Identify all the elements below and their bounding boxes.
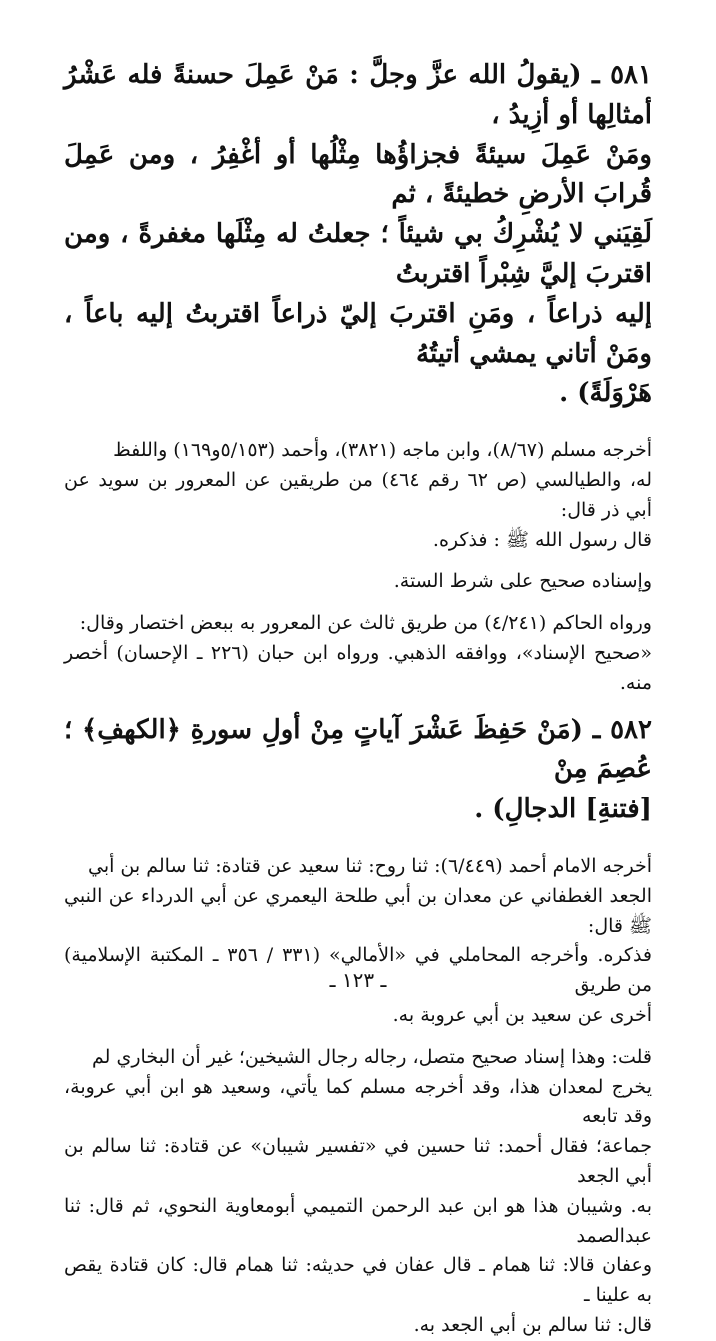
hadith-582 [64, 711, 652, 830]
hadith-line: ٥٨١ ـ (يقولُ الله عزَّ وجلَّ : مَنْ عَمِلَ حسنةً فله عَشْرُ أمثالِها أو أزِيدُ ، [64, 60, 652, 130]
paragraph-line: به. وشيبان هذا هو ابن عبد الرحمن التميمي أبومعاوية النحوي، ثم قال: ثنا عبدالصمد [64, 1194, 652, 1247]
takhrij-582 [64, 852, 652, 1031]
isnad-note-581 [64, 567, 652, 597]
comment-582 [64, 1043, 652, 1341]
takhrij-581 [64, 436, 652, 555]
paragraph-line: جماعة؛ فقال أحمد: ثنا حسين في «تفسير شيبان» عن قتادة: ثنا سالم بن أبي الجعد [64, 1135, 652, 1187]
paragraph-line: ورواه الحاكم (٤/٢٤١) من طريق ثالث عن المعرور به ببعض اختصار وقال: [79, 612, 652, 635]
paragraph-line: قلت: وهذا إسناد صحيح متصل، رجاله رجال الشيخين؛ غير أن البخاري لم [92, 1045, 652, 1068]
paragraph-line: وإسناده صحيح على شرط الستة. [393, 570, 652, 593]
paragraph-line: يخرج لمعدان هذا، وقد أخرجه مسلم كما يأتي، وسعيد هو ابن أبي عروبة، وقد تابعه [64, 1075, 652, 1128]
hadith-line: هَرْوَلَةً) . [559, 378, 652, 409]
hadith-581 [64, 56, 652, 414]
paragraph-line: الجعد الغطفاني عن معدان بن أبي طلحة اليعمري عن أبي الدرداء عن النبي ﷺ قال: [64, 884, 652, 937]
paragraph-line: قال رسول الله ﷺ : فذكره. [432, 528, 652, 551]
paragraph-line: قال: ثنا سالم بن أبي الجعد به. [413, 1313, 652, 1336]
hadith-line: ومَنْ عَمِلَ سيئةً فجزاؤُها مِثْلُها أو أغْفِرُ ، ومن عَمِلَ قُرابَ الأرضِ خطيئةً ، ثم [64, 139, 652, 210]
hadith-line: [فتنةِ] الدجالِ) . [474, 794, 652, 825]
paragraph-line: «صحيح الإسناد»، ووافقه الذهبي. ورواه ابن حبان (٢٢٦ ـ الإحسان) أخصر منه. [64, 641, 652, 694]
hakim-note-581 [64, 609, 652, 698]
paragraph-line: وعفان قالا: ثنا همام ـ قال عفان في حديثه: ثنا همام قال: كان قتادة يقص به علينا ـ [64, 1254, 652, 1307]
paragraph-line: له، والطيالسي (ص ٦٢ رقم ٤٦٤) من طريقين عن المعرور بن سويد عن أبي ذر قال: [64, 468, 653, 521]
paragraph-line: أخرجه الامام أحمد (٦/٤٤٩): ثنا روح: ثنا سعيد عن قتادة: ثنا سالم بن أبي [87, 854, 652, 877]
hadith-line: إليه ذراعاً ، ومَنِ اقتربَ إليّ ذراعاً اقتربتُ إليه باعاً ، ومَنْ أتاني يمشي أتيتُهُ [64, 298, 652, 369]
paragraph-line: أخرى عن سعيد بن أبي عروبة به. [392, 1003, 652, 1026]
paragraph-line: فذكره. وأخرجه المحاملي في «الأمالي» (٣٣١ / ٣٥٦ ـ المكتبة الإسلامية) من طريق [64, 944, 653, 997]
hadith-line: ٥٨٢ ـ (مَنْ حَفِظَ عَشْرَ آياتٍ مِنْ أولِ سورةِ ﴿الكهفِ﴾ ؛ عُصِمَ مِنْ [64, 714, 652, 785]
paragraph-line: أخرجه مسلم (٨/٦٧)، وابن ماجه (٣٨٢١)، وأحمد (٥/١٥٣و١٦٩) واللفظ [113, 439, 652, 462]
page-number: ـ ١٢٣ ـ [329, 968, 387, 992]
hadith-line: لَقِيَني لا يُشْرِكُ بي شيئاً ؛ جعلتُ له مِثْلَها مغفرةً ، ومن اقتربَ إليَّ شِبْراً اقتربتُ [64, 219, 652, 289]
